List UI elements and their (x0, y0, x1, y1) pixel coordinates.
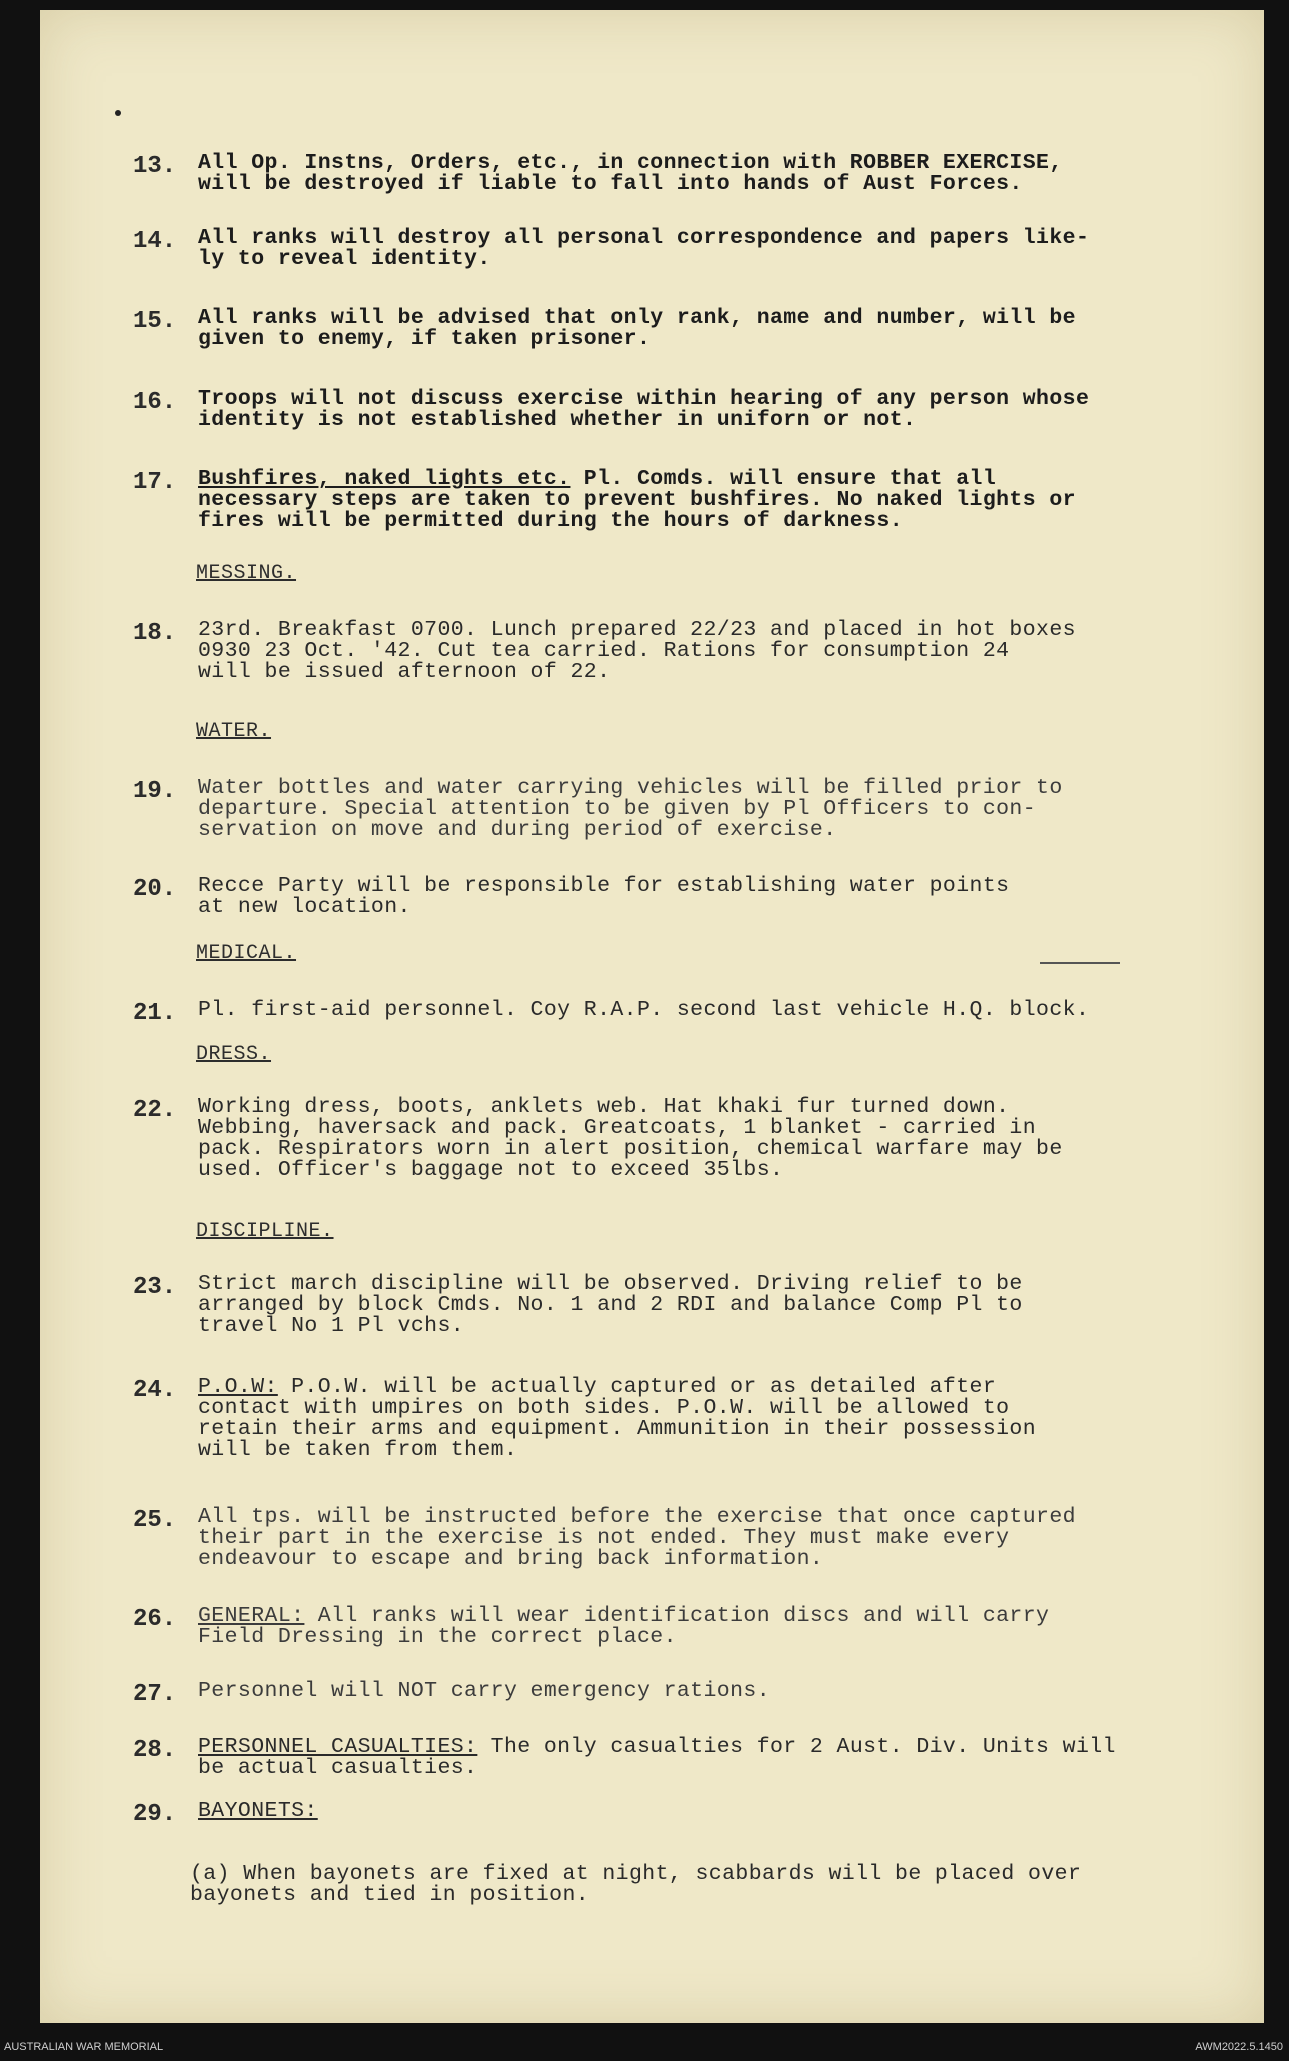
paragraph-lead: Bushfires, naked lights etc. (198, 467, 571, 491)
section-heading-discipline: DISCIPLINE. (196, 1220, 334, 1243)
paragraph-number: 28. (133, 1737, 177, 1764)
paragraph-text: P.O.W. will be actually captured or as detailed after contact with umpires on both sides. P.O.W. will be allowed to retain their arms and equipment. Ammunition in their possession will be taken from them. (198, 1375, 1037, 1462)
paragraph-text: Working dress, boots, anklets web. Hat khaki fur turned down. Webbing, haversack and pack. Greatcoats, 1 blanket - carried in pack. Respirators worn in alert position, chemical warfare may be used. Officer's baggage not to exceed 35lbs. (198, 1095, 1063, 1182)
pen-mark (1040, 962, 1120, 964)
document-page (40, 10, 1264, 2023)
paragraph-number: 26. (133, 1606, 177, 1633)
paragraph-number: 24. (133, 1377, 177, 1404)
paragraph-text: All ranks will wear identification discs and will carry Field Dressing in the correct place. (198, 1604, 1050, 1649)
paragraph-lead: BAYONETS: (198, 1799, 318, 1823)
paragraph-number: 16. (133, 389, 177, 416)
paragraph-text: Strict march discipline will be observed. Driving relief to be arranged by block Cmds. No. 1 and 2 RDI and balance Comp Pl to travel No 1 Pl vchs. (198, 1272, 1023, 1338)
archive-credit: AUSTRALIAN WAR MEMORIAL (4, 2041, 164, 2053)
paragraph-number: 18. (133, 620, 177, 647)
paragraph-number: 15. (133, 308, 177, 335)
paragraph-number: 27. (133, 1681, 177, 1708)
section-heading-messing: MESSING. (196, 562, 297, 585)
paragraph-text: All ranks will destroy all personal correspondence and papers like- ly to reveal identity. (198, 226, 1090, 271)
paragraph-text: The only casualties for 2 Aust. Div. Units will be actual casualties. (198, 1735, 1116, 1780)
paragraph-number: 29. (133, 1801, 177, 1828)
paragraph-text: Pl. Comds. will ensure that all necessary steps are taken to prevent bushfires. No naked lights or fires will be permitted during the hours of darkness. (198, 467, 1076, 533)
paragraph-text: 23rd. Breakfast 0700. Lunch prepared 22/23 and placed in hot boxes 0930 23 Oct. '42. Cut tea carried. Rations for consumption 24 will be issued afternoon of 22. (198, 618, 1076, 684)
paragraph-text: Personnel will NOT carry emergency rations. (198, 1679, 770, 1703)
paragraph-lead: P.O.W: (198, 1375, 278, 1399)
section-heading-water: WATER. (196, 720, 272, 743)
paragraph-number: 19. (133, 778, 177, 805)
paragraph-text: Troops will not discuss exercise within hearing of any person whose identity is not established whether in uniforn or not. (198, 387, 1090, 432)
paragraph-text: Recce Party will be responsible for establishing water points at new location. (198, 874, 1010, 919)
paragraph-number: 14. (133, 228, 177, 255)
paragraph-text: Pl. first-aid personnel. Coy R.A.P. second last vehicle H.Q. block. (198, 998, 1090, 1022)
paragraph-number: 21. (133, 1000, 177, 1027)
punch-mark (115, 110, 121, 116)
paragraph-text: (a) When bayonets are fixed at night, scabbards will be placed over bayonets and tied in position. (190, 1862, 1082, 1907)
section-heading-medical: MEDICAL. (196, 942, 297, 965)
paragraph-number: 13. (133, 153, 177, 180)
paragraph-text: All ranks will be advised that only rank, name and number, will be given to enemy, if taken prisoner. (198, 306, 1076, 351)
section-heading-dress: DRESS. (196, 1043, 272, 1066)
paragraph-lead: PERSONNEL CASUALTIES: (198, 1735, 478, 1759)
paragraph-number: 25. (133, 1507, 177, 1534)
paragraph-number: 17. (133, 469, 177, 496)
paragraph-lead: GENERAL: (198, 1604, 305, 1628)
paragraph-text: All Op. Instns, Orders, etc., in connection with ROBBER EXERCISE, will be destroyed if liable to fall into hands of Aust Forces. (198, 151, 1063, 196)
paragraph-text: All tps. will be instructed before the exercise that once captured their part in the exercise is not ended. They must make every endeavour to escape and bring back information. (198, 1505, 1076, 1571)
paragraph-number: 23. (133, 1274, 177, 1301)
archive-reference: AWM2022.5.1450 (1195, 2041, 1283, 2053)
paragraph-text: Water bottles and water carrying vehicles will be filled prior to departure. Special attention to be given by Pl Officers to con- servation on move and during period of exercise. (198, 776, 1063, 842)
paragraph-number: 20. (133, 876, 177, 903)
paragraph-number: 22. (133, 1097, 177, 1124)
